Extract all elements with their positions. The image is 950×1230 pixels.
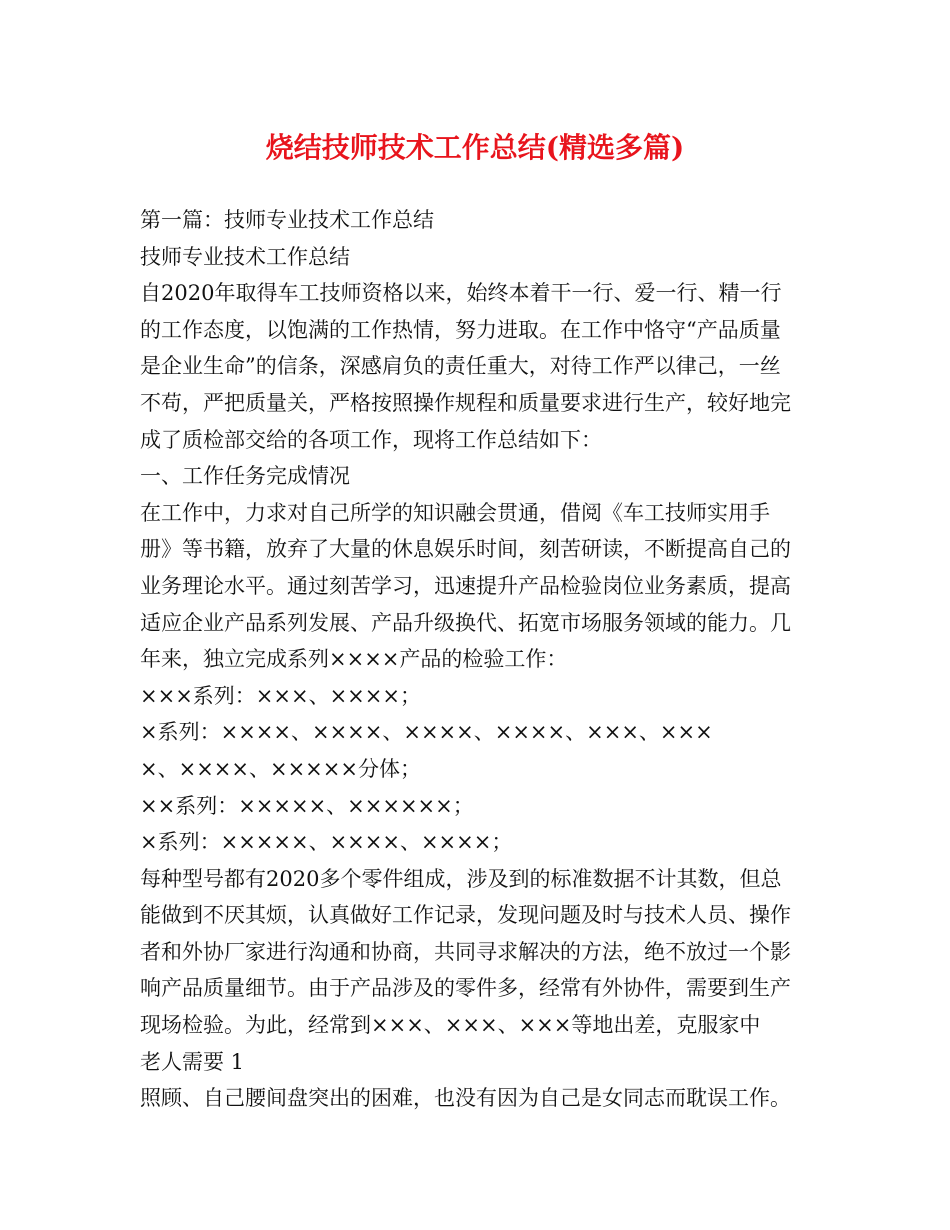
text-line: ×、××××、×××××分体；: [140, 756, 421, 781]
text-line: 自2020年取得车工技师资格以来，始终本着干一行、爱一行、精一行: [140, 281, 782, 306]
text-line: 业务理论水平。通过刻苦学习，迅速提升产品检验岗位业务素质，提高: [140, 573, 791, 598]
text-line: 适应企业产品系列发展、产品升级换代、拓宽市场服务领域的能力。几: [140, 610, 791, 635]
text-line: 年来，独立完成系列××××产品的检验工作：: [140, 647, 568, 672]
text-line: 技师专业技术工作总结: [140, 244, 350, 269]
text-line: 者和外协厂家进行沟通和协商，共同寻求解决的方法，绝不放过一个影: [140, 939, 791, 964]
text-line: 册》等书籍，放弃了大量的休息娱乐时间，刻苦研读，不断提高自己的: [140, 537, 791, 562]
document-body: [140, 202, 820, 1117]
text-line: 第一篇：技师专业技术工作总结: [140, 208, 434, 232]
text-line: ×系列：××××、××××、××××、××××、×××、×××: [140, 720, 713, 745]
text-line: 是企业生命”的信条，深感肩负的责任重大，对待工作严以律己，一丝: [140, 354, 781, 379]
text-line: 的工作态度，以饱满的工作热情，努力进取。在工作中恪守“产品质量: [140, 317, 781, 342]
text-line: 一、工作任务完成情况: [140, 464, 350, 489]
text-line: ×××系列：×××、××××；: [140, 683, 421, 708]
text-line: 每种型号都有2020多个零件组成，涉及到的标准数据不计其数，但总: [140, 866, 782, 891]
text-line: 成了质检部交给的各项工作，现将工作总结如下：: [140, 427, 602, 452]
text-line: ×系列：×××××、××××、××××；: [140, 830, 513, 855]
text-line: 能做到不厌其烦，认真做好工作记录，发现问题及时与技术人员、操作: [140, 903, 791, 928]
text-line: 老人需要 1: [140, 1049, 245, 1074]
text-line: 现场检验。为此，经常到×××、×××、×××等地出差，克服家中: [140, 1013, 761, 1038]
text-line: 照顾、自己腰间盘突出的困难，也没有因为自己是女同志而耽误工作。: [140, 1086, 791, 1111]
text-line: 响产品质量细节。由于产品涉及的零件多，经常有外协件，需要到生产: [140, 976, 791, 1001]
text-line: 不苟，严把质量关，严格按照操作规程和质量要求进行生产，较好地完: [140, 390, 791, 415]
document-title: 烧结技师技术工作总结(精选多篇): [265, 131, 685, 164]
text-line: 在工作中，力求对自己所学的知识融会贯通，借阅《车工技师实用手: [140, 500, 770, 525]
text-line: ××系列：×××××、××××××；: [140, 793, 474, 818]
